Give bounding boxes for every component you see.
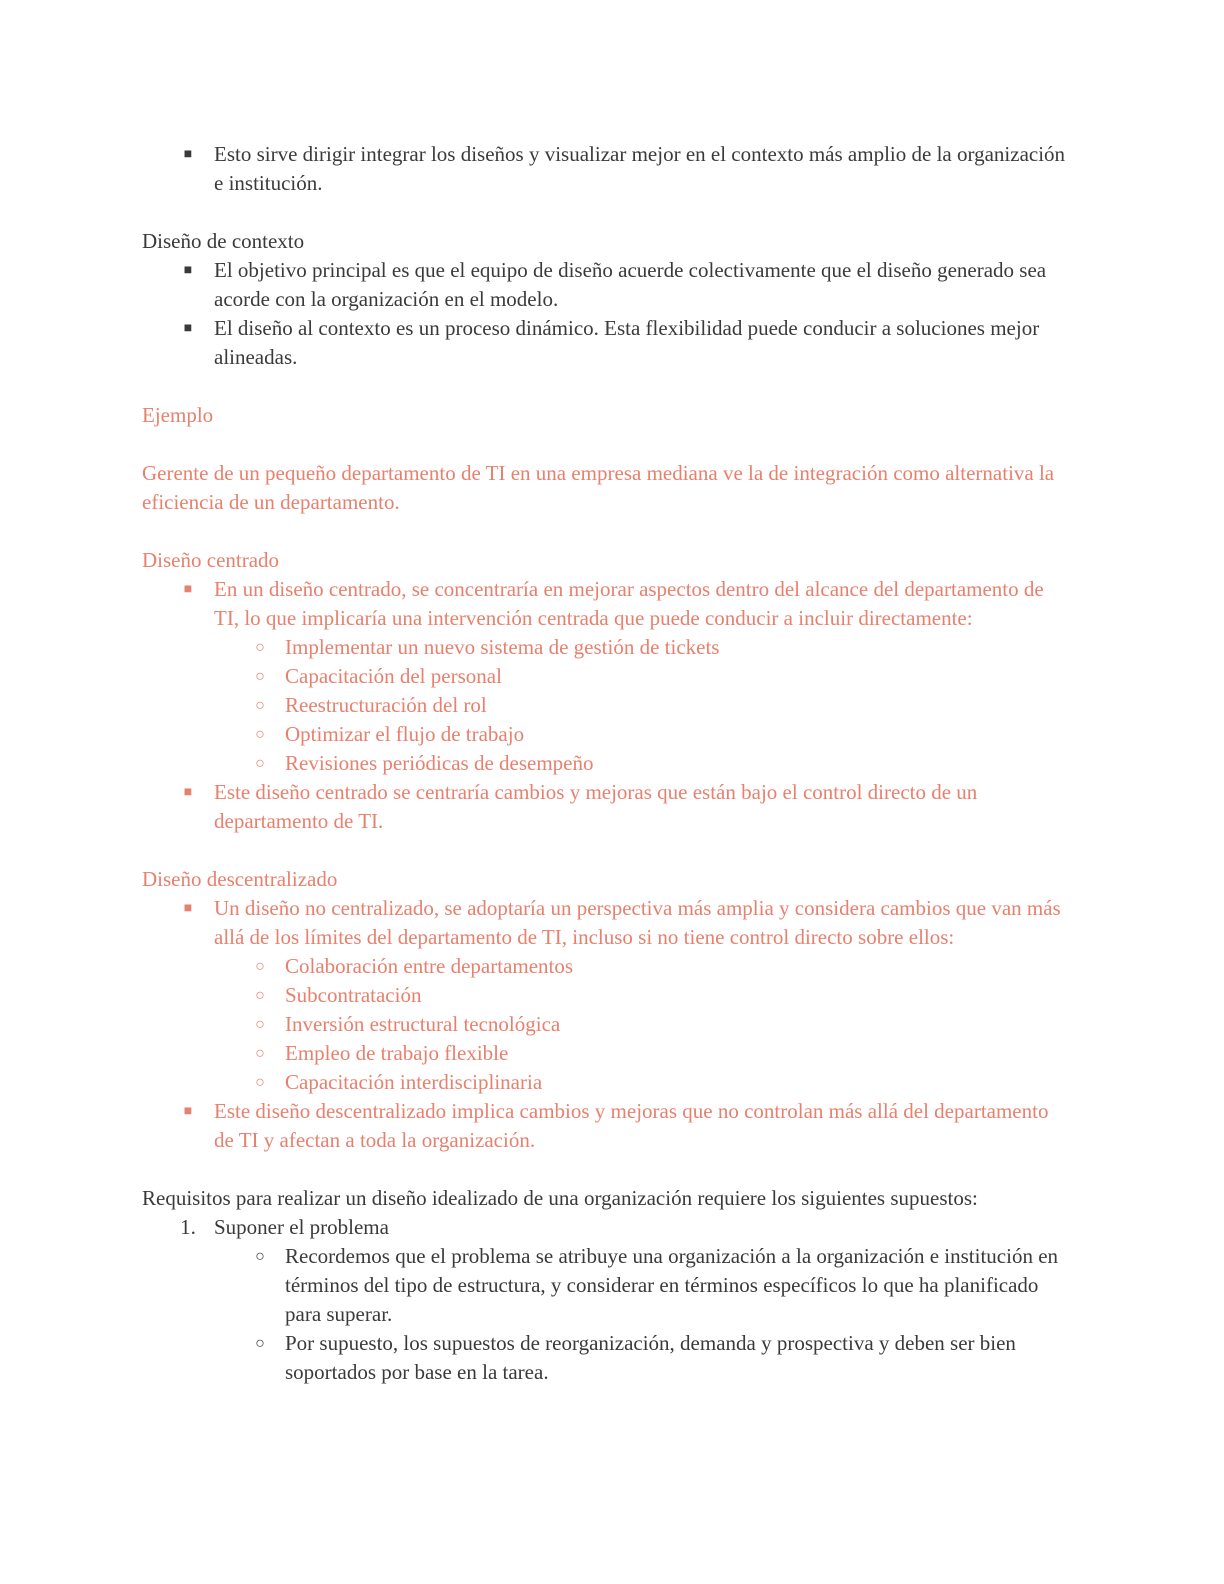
document-page [142,140,1072,1387]
list-item [142,1010,1072,1039]
centrado-bullet-text: Este diseño centrado se centraría cambios y mejoras que están bajo el control directo de un departamento de TI. [214,780,978,833]
heading-diseno-centrado: Diseño centrado [142,548,280,572]
descentralizado-sub-text: Empleo de trabajo flexible [285,1041,509,1065]
list-item [142,1242,1072,1329]
pasos-item-text: Suponer el problema [214,1215,389,1239]
centrado-sub-text: Capacitación del personal [285,664,502,688]
circle-bullet-icon: ○ [255,987,265,1004]
centrado-sub-text: Revisiones periódicas de desempeño [285,751,594,775]
descentralizado-sub-text: Colaboración entre departamentos [285,954,574,978]
circle-bullet-icon: ○ [255,1074,265,1091]
circle-bullet-icon: ○ [255,958,265,975]
list-item [142,894,1072,952]
list-number: 1. [180,1215,196,1239]
list-item [142,1068,1072,1097]
ejemplo-paragraph: Gerente de un pequeño departamento de TI en una empresa mediana ve la de integración como alternativa la eficiencia de un departamento. [142,461,1055,514]
list-item [142,1039,1072,1068]
circle-bullet-icon: ○ [255,1335,265,1352]
list-item [142,981,1072,1010]
centrado-sub-text: Reestructuración del rol [285,693,487,717]
heading-ejemplo: Ejemplo [142,403,214,427]
descentralizado-sub-text: Inversión estructural tecnológica [285,1012,561,1036]
heading-diseno-descentralizado: Diseño descentralizado [142,867,338,891]
list-item [142,1213,1072,1242]
square-bullet-icon: ■ [183,785,193,800]
list-item [142,691,1072,720]
circle-bullet-icon: ○ [255,668,265,685]
list-item [142,140,1072,198]
square-bullet-icon: ■ [183,901,193,916]
circle-bullet-icon: ○ [255,697,265,714]
square-bullet-icon: ■ [183,263,193,278]
descentralizado-sub-text: Capacitación interdisciplinaria [285,1070,543,1094]
pasos-list [142,1213,1072,1387]
circle-bullet-icon: ○ [255,1016,265,1033]
descentralizado-list [142,894,1072,1155]
list-item [142,778,1072,836]
circle-bullet-icon: ○ [255,755,265,772]
list-item [142,952,1072,981]
descentralizado-bullet-text: Un diseño no centralizado, se adoptaría un perspectiva más amplia y considera cambios que van más allá de los límites del departamento de TI, incluso si no tiene control directo sobre ellos: [214,896,1061,949]
circle-bullet-icon: ○ [255,726,265,743]
pasos-sub-text: Por supuesto, los supuestos de reorganización, demanda y prospectiva y deben ser bien soportados por base en la tarea. [285,1331,1016,1384]
list-item [142,256,1072,314]
intro-bullet-text: Esto sirve dirigir integrar los diseños y visualizar mejor en el contexto más amplio de la organización e institución. [214,142,1066,195]
list-item [142,575,1072,633]
intro-list [142,140,1072,198]
contexto-list [142,256,1072,372]
list-item [142,1329,1072,1387]
centrado-list [142,575,1072,836]
circle-bullet-icon: ○ [255,639,265,656]
circle-bullet-icon: ○ [255,1248,265,1265]
centrado-bullet-text: En un diseño centrado, se concentraría en mejorar aspectos dentro del alcance del departamento de TI, lo que implicaría una intervención centrada que puede conducir a incluir directamente: [214,577,1044,630]
pasos-intro: Requisitos para realizar un diseño idealizado de una organización requiere los siguientes supuestos: [142,1186,978,1210]
descentralizado-bullet-text: Este diseño descentralizado implica cambios y mejoras que no controlan más allá del departamento de TI y afectan a toda la organización. [214,1099,1049,1152]
list-item [142,749,1072,778]
centrado-sub-text: Optimizar el flujo de trabajo [285,722,525,746]
list-item [142,314,1072,372]
list-item [142,662,1072,691]
centrado-sub-text: Implementar un nuevo sistema de gestión de tickets [285,635,720,659]
square-bullet-icon: ■ [183,1104,193,1119]
heading-contexto: Diseño de contexto [142,229,305,253]
list-item [142,1097,1072,1155]
contexto-bullet-text: El objetivo principal es que el equipo de diseño acuerde colectivamente que el diseño generado sea acorde con la organización en el modelo. [214,258,1047,311]
circle-bullet-icon: ○ [255,1045,265,1062]
pasos-sub-text: Recordemos que el problema se atribuye una organización a la organización e institución en términos del tipo de estructura, y considerar en términos específicos lo que ha planificado para superar. [285,1244,1059,1326]
list-item [142,720,1072,749]
square-bullet-icon: ■ [183,147,193,162]
square-bullet-icon: ■ [183,582,193,597]
square-bullet-icon: ■ [183,321,193,336]
list-item [142,633,1072,662]
descentralizado-sub-text: Subcontratación [285,983,422,1007]
contexto-bullet-text: El diseño al contexto es un proceso dinámico. Esta flexibilidad puede conducir a soluciones mejor alineadas. [214,316,1040,369]
